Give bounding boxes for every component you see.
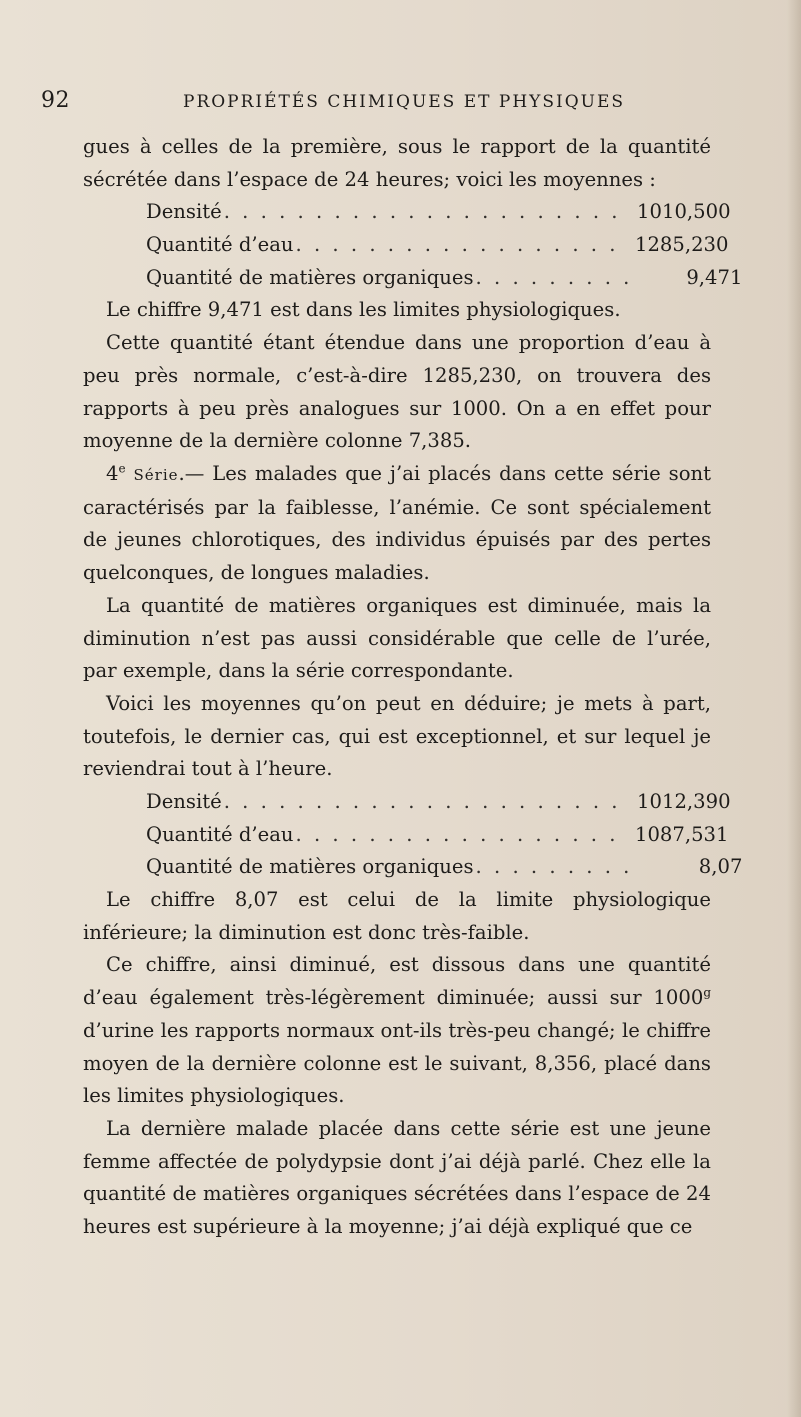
leader-dots: . . . . . . . . . . . . . . . . . . . . . .: [223, 790, 621, 814]
running-head: PROPRIÉTÉS CHIMIQUES ET PHYSIQUES: [183, 92, 626, 112]
leader-dots: . . . . . . . . . . . . . . . . . . . . . .: [223, 200, 621, 224]
paragraph-continuation: gues à celles de la première, sous le rapport de la quantité sécrétée dans l’espace de 24 heures; voici les moyennes :: [83, 135, 711, 191]
table-row: [146, 196, 731, 229]
row-label: Quantité d’eau: [146, 233, 294, 257]
row-value: 1012,390: [637, 790, 731, 814]
paragraph: La dernière malade placée dans cette série est une jeune femme affectée de polydypsie dont j’ai déjà parlé. Chez elle la quantité de matières organiques sécrétées dans l’espace de 24 heures est supérieure à la moyenne; j’ai déjà expliqué que ce: [83, 1117, 711, 1239]
row-label: Quantité de matières organiques: [146, 855, 474, 879]
series-number: 4: [106, 461, 119, 485]
table-row: [146, 819, 729, 852]
series-paragraph: [83, 458, 711, 590]
row-label: Quantité de matières organiques: [146, 265, 474, 289]
series-heading: Série: [133, 465, 179, 484]
paragraph-text: Ce chiffre, ainsi diminué, est dissous dans une quantité d’eau également très-légèrement diminuée; aussi sur 1000: [83, 953, 711, 1010]
paragraph: Le chiffre 9,471 est dans les limites physiologiques.: [106, 298, 621, 322]
leader-dots: . . . . . . . . . . . . . . . . . .: [295, 233, 619, 257]
paragraph: Le chiffre 8,07 est celui de la limite physiologique inférieure; la diminution est donc très-faible.: [83, 888, 711, 944]
body-text: [83, 131, 743, 1244]
paragraph: Cette quantité étant étendue dans une proportion d’eau à peu près normale, c’est-à-dire 1285,230, on trouvera des rapports à peu près analogues sur 1000. On a en effet pour moyenne de la dernière colonne 7,385.: [83, 331, 711, 453]
paragraph-text: d’urine les rapports normaux ont-ils très-peu changé; le chiffre moyen de la dernière colonne est le suivant, 8,356, placé dans les limites physiologiques.: [83, 1018, 711, 1108]
averages-table-1: [83, 196, 743, 294]
paragraph: [83, 949, 711, 1113]
table-row: [146, 851, 743, 884]
series-text: .— Les malades que j’ai placés dans cette série sont caractérisés par la faiblesse, l’anémie. Ce sont spécialement de jeunes chlorotiques, des individus épuisés par des pertes quelconques, de longues maladies.: [83, 461, 711, 585]
series-ordinal: e: [118, 461, 126, 476]
page-number: 92: [41, 88, 70, 113]
leader-dots: . . . . . . . . .: [475, 265, 633, 289]
unit-superscript: g: [703, 985, 711, 1000]
row-value: 9,471: [686, 265, 743, 289]
leader-dots: . . . . . . . . . . . . . . . . . .: [295, 822, 619, 846]
row-value: 1010,500: [637, 200, 731, 224]
row-value: 1087,531: [635, 822, 729, 846]
table-row: [146, 262, 743, 295]
table-row: [146, 229, 729, 262]
averages-table-2: [83, 786, 743, 884]
row-label: Densité: [146, 200, 222, 224]
leader-dots: . . . . . . . . .: [475, 855, 633, 879]
paragraph: La quantité de matières organiques est diminuée, mais la diminution n’est pas aussi considérable que celle de l’urée, par exemple, dans la série correspondante.: [83, 593, 711, 683]
page-edge-shadow: [787, 0, 801, 1417]
row-label: Densité: [146, 790, 222, 814]
table-row: [146, 786, 731, 819]
row-value: 8,07: [698, 855, 743, 879]
row-label: Quantité d’eau: [146, 822, 294, 846]
row-value: 1285,230: [635, 233, 729, 257]
paragraph: Voici les moyennes qu’on peut en déduire; je mets à part, toutefois, le dernier cas, qui est exceptionnel, et sur lequel je reviendrai tout à l’heure.: [83, 691, 711, 781]
page-header: [41, 88, 741, 118]
